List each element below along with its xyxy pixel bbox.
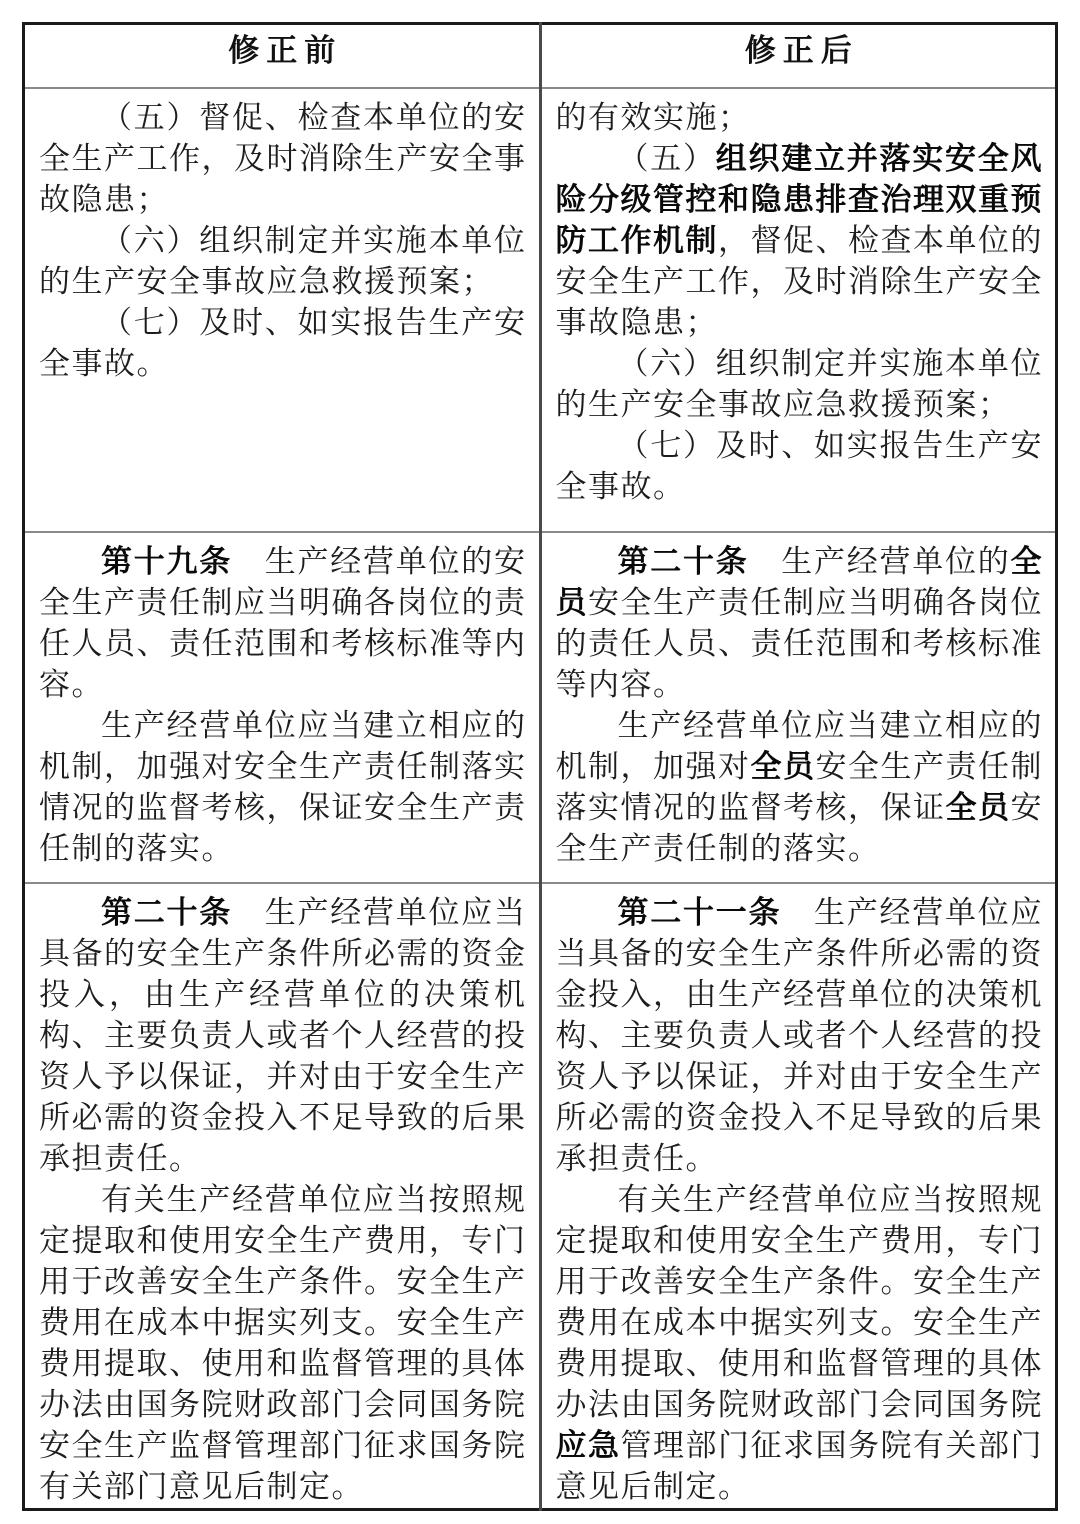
body-text: 生产经营单位应当具备的安全生产条件所必需的资金投入，由生产经营单位的决策机构、主要负责人或者个人经营的投资人予以保证，并对由于安全生产所必需的资金投入不足导致的后果承担责任。 (39, 894, 527, 1177)
paragraph (556, 1180, 1044, 1508)
amendment-comparison-table (22, 22, 1058, 1511)
column-header-before: 修正前 (24, 24, 541, 88)
body-text: 生产经营单位应当建立相应的机制，加强对安全生产责任制落实情况的监督考核，保证安全生产责任制的落实。 (39, 707, 527, 867)
paragraph (556, 426, 1044, 508)
body-text: 生产经营单位应当建立相应的机制，加强对 (555, 707, 1043, 785)
body-text: （五）督促、检查本单位的安全生产工作，及时消除生产安全事故隐患； (39, 99, 527, 218)
paragraph (556, 344, 1044, 426)
body-text: （七）及时、如实报告生产安全事故。 (39, 304, 527, 382)
before-cell-row-1 (24, 88, 541, 532)
table-body (24, 88, 1057, 1510)
body-text: 安全生产责任制应当明确各岗位的责任人员、责任范围和考核标准等内容。 (555, 584, 1043, 703)
paragraph (39, 221, 527, 303)
amended-bold-text: 全员 (945, 789, 1011, 826)
paragraph (556, 139, 1044, 344)
body-text: 管理部门征求国务院有关部门意见后制定。 (555, 1427, 1043, 1505)
body-text: 生产经营单位的安全生产责任制应当明确各岗位的责任人员、责任范围和考核标准等内容。 (39, 543, 527, 703)
amended-bold-text: 第二十条 (101, 894, 232, 931)
paragraph (556, 893, 1044, 1180)
after-cell-row-3 (540, 883, 1057, 1510)
body-text: 生产经营单位的 (748, 543, 1011, 580)
comparison-row-1 (24, 88, 1057, 532)
comparison-row-3 (24, 883, 1057, 1510)
column-header-after: 修正后 (540, 24, 1057, 88)
paragraph (39, 1180, 527, 1508)
header-row (24, 24, 1057, 88)
after-cell-row-1 (540, 88, 1057, 532)
paragraph (556, 98, 1044, 139)
table-header (24, 24, 1057, 88)
paragraph (39, 706, 527, 870)
paragraph (39, 303, 527, 385)
amended-bold-text: 组织建立并落实安全风险分级管控和隐患排查治理双重预防工作机制 (555, 140, 1043, 259)
amended-bold-text: 第十九条 (101, 543, 232, 580)
amended-bold-text: 应急 (555, 1427, 621, 1464)
body-text: 有关生产经营单位应当按照规定提取和使用安全生产费用，专门用于改善安全生产条件。安全生产费用在成本中据实列支。安全生产费用提取、使用和监督管理的具体办法由国务院财政部门会同国务院 (555, 1181, 1043, 1423)
body-text: 生产经营单位应当具备的安全生产条件所必需的资金投入，由生产经营单位的决策机构、主要负责人或者个人经营的投资人予以保证，并对由于安全生产所必需的资金投入不足导致的后果承担责任。 (555, 894, 1043, 1177)
body-text: 安全生产责任制落实情况的监督考核，保证 (555, 748, 1043, 826)
body-text: （六）组织制定并实施本单位的生产安全事故应急救援预案； (555, 345, 1043, 423)
before-cell-row-2 (24, 532, 541, 883)
paragraph (39, 893, 527, 1180)
body-text: （七）及时、如实报告生产安全事故。 (555, 427, 1043, 505)
paragraph (556, 706, 1044, 870)
amended-bold-text: 全员 (555, 543, 1043, 621)
paragraph (39, 542, 527, 706)
body-text: 安全生产责任制的落实。 (555, 789, 1043, 867)
paragraph (556, 542, 1044, 706)
after-cell-row-2 (540, 532, 1057, 883)
body-text: 有关生产经营单位应当按照规定提取和使用安全生产费用，专门用于改善安全生产条件。安全生产费用在成本中据实列支。安全生产费用提取、使用和监督管理的具体办法由国务院财政部门会同国务院安全生产监督管理部门征求国务院有关部门意见后制定。 (39, 1181, 527, 1505)
amended-bold-text: 全员 (750, 748, 816, 785)
amended-bold-text: 第二十条 (617, 543, 749, 580)
amended-bold-text: 第二十一条 (617, 894, 782, 931)
comparison-row-2 (24, 532, 1057, 883)
body-text: ，督促、检查本单位的安全生产工作，及时消除生产安全事故隐患； (555, 222, 1043, 341)
body-text: （五） (617, 140, 716, 177)
body-text: 的有效实施； (555, 99, 751, 136)
paragraph (39, 98, 527, 221)
body-text: （六）组织制定并实施本单位的生产安全事故应急救援预案； (39, 222, 527, 300)
before-cell-row-3 (24, 883, 541, 1510)
